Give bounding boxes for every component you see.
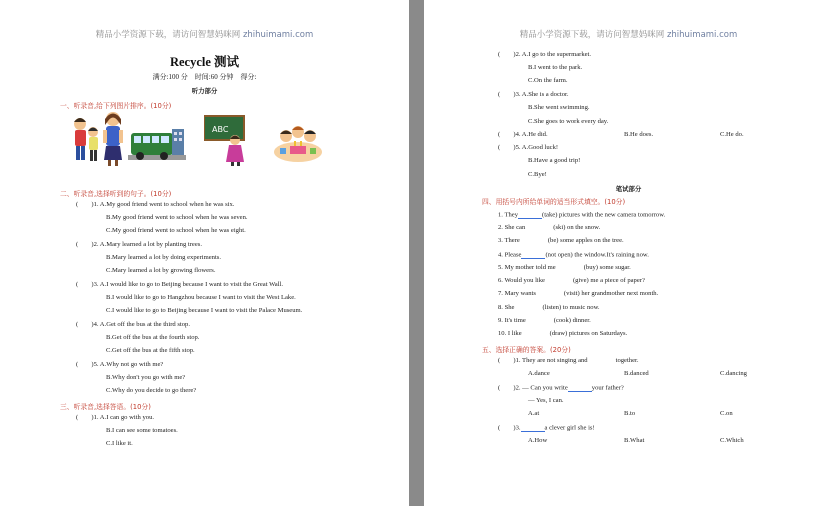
mc-3-option-c: C.Which — [720, 437, 744, 444]
section-2-heading: 二、听录音,选择听到的句子。(10分) — [60, 190, 172, 198]
mc-2-reply: — Yes, I can. — [528, 397, 564, 404]
option-2-5-b: B.Why don't you go with me? — [106, 374, 186, 381]
option-2-4-b: B.Get off the bus at the fourth stop. — [106, 334, 200, 341]
mc-question-2: ( )2. — Can you write your father? — [498, 384, 624, 392]
option-2-2-b: B.Mary learned a lot by doing experiments. — [106, 254, 221, 261]
mc-2-option-a: A.at — [528, 410, 540, 417]
option-3-5-c: C.Bye! — [528, 171, 547, 178]
mc-1-option-b: B.danced — [624, 370, 649, 377]
option-3-3-b: B.She went swimming. — [528, 104, 590, 111]
teacher-illustration — [100, 108, 126, 168]
option-2-3-c: C.I would like to go to Beijing because I want to visit the Palace Museum. — [106, 307, 303, 314]
fill-item-7: 7. Mary wants (visit) her grandmother next month. — [498, 290, 659, 297]
exam-title: Recycle 测试 — [169, 55, 240, 69]
question-2-3: ( )3. A.I would like to go to Beijing because I want to visit the Great Wall. — [76, 281, 284, 288]
option-3-2-b: B.I went to the park. — [528, 64, 583, 71]
fill-item-1: 1. They (take) pictures with the new camera tomorrow. — [498, 211, 666, 219]
exam-subtitle: 满分:100 分 时间:60 分钟 得分: — [152, 73, 257, 81]
fill-item-4: 4. Please (not open) the window.It's raining now. — [498, 251, 649, 259]
option-2-1-b: B.My good friend went to school when he was seven. — [106, 214, 248, 221]
question-3-1: ( )1. A.I can go with you. — [76, 414, 155, 421]
option-3-3-c: C.She goes to work every day. — [528, 118, 609, 125]
mc-2-option-c: C.on — [720, 410, 733, 417]
fill-item-3: 3. There (be) some apples on the tree. — [498, 237, 624, 244]
party-illustration — [272, 122, 324, 166]
fill-item-2: 2. She can (ski) on the snow. — [498, 224, 601, 231]
answer-blank[interactable] — [521, 252, 545, 259]
svg-text:ABC: ABC — [212, 125, 229, 134]
written-part-heading: 笔试部分 — [615, 185, 642, 193]
option-2-3-b: B.I would like to go to Hangzhou because I want to visit the West Lake. — [106, 294, 296, 301]
listening-part-heading: 听力部分 — [191, 87, 218, 95]
mc-1-option-a: A.dance — [528, 370, 550, 377]
option-3-1-c: C.I like it. — [106, 440, 133, 447]
exam-page-right — [424, 0, 833, 506]
page-header: 精品小学资源下载，请访问智慧妈咪网 zhihuimami.com — [519, 30, 738, 40]
question-3-5: ( )5. A.Good luck! — [498, 144, 559, 151]
option-2-2-c: C.Mary learned a lot by growing flowers. — [106, 267, 216, 274]
question-2-4: ( )4. A.Get off the bus at the third stop. — [76, 321, 190, 328]
option-3-4-c: C.He do. — [720, 131, 744, 138]
question-3-4: ( )4. A.He did. — [498, 131, 548, 138]
section-4-heading: 四、用括号内所给单词的适当形式填空。(10分) — [482, 198, 626, 206]
fill-item-10: 10. I like (draw) pictures on Saturdays. — [498, 330, 628, 337]
section-3-heading: 三、听录音,选择答语。(10分) — [60, 403, 151, 411]
option-3-1-b: B.I can see some tomatoes. — [106, 427, 178, 434]
option-2-5-c: C.Why do you decide to go there? — [106, 387, 197, 394]
fill-item-6: 6. Would you like (give) me a piece of paper? — [498, 277, 645, 284]
question-3-2: ( )2. A.I go to the supermarket. — [498, 51, 592, 58]
page-header: 精品小学资源下载，请访问智慧妈咪网 zhihuimami.com — [95, 30, 314, 40]
question-2-5: ( )5. A.Why not go with me? — [76, 361, 164, 368]
answer-blank[interactable] — [521, 425, 545, 432]
option-2-1-c: C.My good friend went to school when he was eight. — [106, 227, 246, 234]
children-illustration — [72, 113, 100, 165]
answer-blank[interactable] — [518, 212, 542, 219]
option-3-4-b: B.He does. — [624, 131, 654, 138]
answer-blank[interactable] — [568, 385, 592, 392]
question-2-1: ( )1. A.My good friend went to school when he was six. — [76, 201, 235, 208]
bus-illustration — [128, 127, 186, 167]
mc-3-option-a: A.How — [528, 437, 548, 444]
option-2-4-c: C.Get off the bus at the fifth stop. — [106, 347, 195, 354]
exam-page-left — [0, 0, 409, 506]
classroom-illustration — [204, 114, 250, 166]
mc-question-1: ( )1. They are not singing and together. — [498, 357, 639, 364]
section-5-heading: 五、选择正确的答案。(20分) — [482, 346, 571, 354]
option-3-5-b: B.Have a good trip! — [528, 157, 581, 164]
fill-item-8: 8. She (listen) to music now. — [498, 304, 600, 311]
fill-item-5: 5. My mother told me (buy) some sugar. — [498, 264, 631, 271]
question-3-3: ( )3. A.She is a doctor. — [498, 91, 569, 98]
fill-item-9: 9. It's time (cook) dinner. — [498, 317, 591, 324]
option-3-2-c: C.On the farm. — [528, 77, 568, 84]
mc-1-option-c: C.dancing — [720, 370, 747, 377]
mc-2-option-b: B.to — [624, 410, 636, 417]
mc-3-option-b: B.What — [624, 437, 645, 444]
section-1-heading: 一、听录音,给下列图片排序。(10分) — [60, 102, 172, 110]
mc-question-3: ( )3. a clever girl she is! — [498, 424, 595, 432]
question-2-2: ( )2. A.Mary learned a lot by planting trees. — [76, 241, 202, 248]
